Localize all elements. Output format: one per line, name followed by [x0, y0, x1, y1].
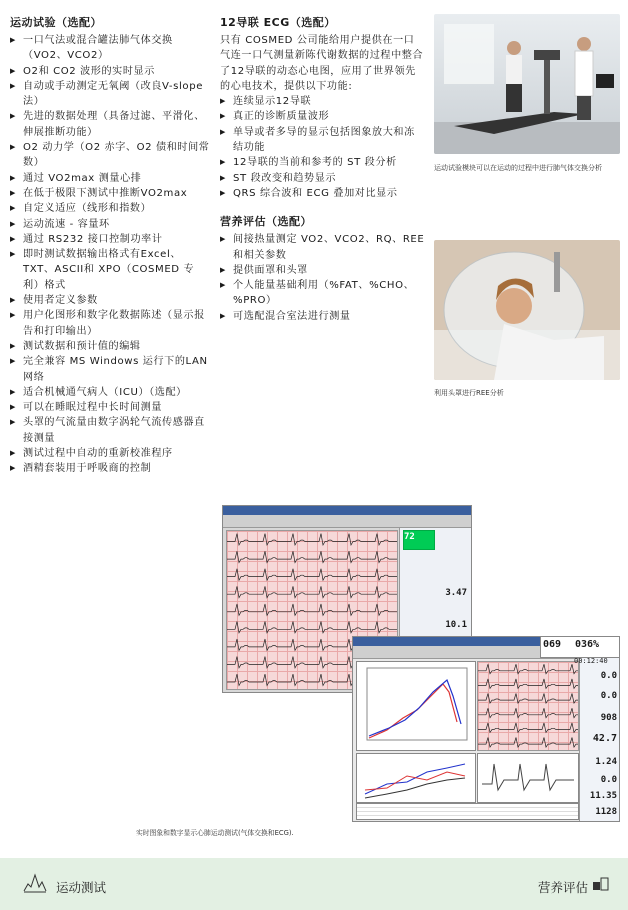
exercise-item: ▶ 先进的数据处理（具备过滤、平滑化、伸展推断功能）: [10, 109, 210, 140]
nutrition-item: ▶ 提供面罩和头罩: [220, 263, 425, 278]
cpet-value-6: 0.0: [600, 775, 617, 785]
treadmill-photo: [434, 14, 620, 154]
exercise-item: ▶ 测试过程中自动的重新校准程序: [10, 446, 210, 461]
cpet-value-7: 11.35: [589, 791, 617, 801]
vo2-plot: [356, 661, 476, 751]
ecg-value-2: 10.1: [445, 620, 467, 630]
footer-nutrition-label: 营养评估: [537, 880, 588, 895]
exercise-item: ▶ O2和 CO2 波形的实时显示: [10, 64, 210, 79]
nutrition-item: ▶ 可选配混合室法进行测量: [220, 309, 425, 324]
ecg-value-1: 3.47: [445, 588, 467, 598]
exercise-item: ▶ 运动流速 - 容量环: [10, 217, 210, 232]
ecg-trace-line: [227, 621, 397, 632]
ecg-trace-line: [227, 534, 397, 545]
exercise-item: ▶ 在低于极限下测试中推断VO2max: [10, 186, 210, 201]
exercise-item: ▶ 即时测试数据输出格式有Excel、TXT、ASCII和 XPO（COSMED 专利）格式: [10, 247, 210, 293]
exercise-item: ▶ 适合机械通气病人（ICU）（选配）: [10, 385, 210, 400]
exercise-item: ▶ 通过 VO2max 测量心排: [10, 171, 210, 186]
data-table: [356, 803, 579, 820]
ecg-trace-line: [478, 664, 578, 674]
ecg-trace-line: [227, 604, 397, 615]
nutrition-item: ▶ 间接热量测定 VO2、VCO2、RQ、REE 和相关参数: [220, 232, 425, 263]
ecg-intro: 只有 COSMED 公司能给用户提供在一口气连一口气测量新陈代谢数据的过程中整合了12导联的动态心电图，应用了世界领先的心电技术，提供以下功能:: [220, 35, 424, 92]
exercise-item: ▶ 测试数据和预计值的编辑: [10, 339, 210, 354]
ecg-trace-line: [478, 679, 578, 689]
ecg-trace-line: [478, 708, 578, 718]
ecg-item: ▶ 单导或者多导的显示包括图象放大和冻结功能: [220, 125, 425, 156]
ecg-section: [220, 14, 425, 324]
exercise-section: [10, 14, 210, 477]
footer-bar: [0, 858, 628, 910]
hood-photo: [434, 240, 620, 380]
trend-plot: [356, 753, 476, 803]
ecg-item: ▶ 连续显示12导联: [220, 94, 425, 109]
hood-caption: 利用头罩进行REE分析: [434, 389, 504, 397]
ecg-heading: 12导联 ECG（选配）: [220, 16, 336, 29]
nutrition-item: ▶ 个人能量基础利用（%FAT、%CHO、%PRO）: [220, 278, 425, 309]
cpet-side-panel: [579, 657, 620, 821]
exercise-item: ▶ 自定义适应（线形和指数）: [10, 201, 210, 216]
cpet-heart-rate: 069: [543, 639, 562, 650]
exercise-wave-icon: [22, 872, 48, 898]
footer-exercise-label: 运动测试: [56, 880, 107, 895]
exercise-item: ▶ 酒精套装用于呼吸商的控制: [10, 461, 210, 476]
nutrition-heading: 营养评估（选配）: [220, 215, 312, 229]
exercise-item: ▶ 用户化图形和数字化数据陈述（显示报告和打印输出）: [10, 308, 210, 339]
screens-caption: 实时图象和数字显示心肺运动测试(气体交换和ECG).: [136, 829, 294, 837]
ecg-trace-line: [478, 723, 578, 733]
cpet-value-2: 0.0: [600, 691, 617, 701]
ecg-item: ▶ ST 段改变和趋势显示: [220, 171, 425, 186]
cpet-time: 00:12:40: [574, 657, 608, 665]
ecg-item: ▶ 12导联的当前和参考的 ST 段分析: [220, 155, 425, 170]
exercise-item: ▶ 使用者定义参数: [10, 293, 210, 308]
exercise-item: ▶ 可以在睡眠过程中长时间测量: [10, 400, 210, 415]
ecg-list: [220, 94, 425, 201]
ecg-trace-line: [227, 551, 397, 562]
exercise-list: [10, 33, 210, 477]
ecg-trace-line: [478, 738, 578, 748]
treadmill-caption: 运动试验模块可以在运动的过程中进行肺气体交换分析: [434, 164, 602, 172]
cpet-value-8: 1128: [595, 807, 617, 817]
heart-rate-value: 72: [404, 532, 415, 542]
ecg-item: ▶ QRS 综合波和 ECG 叠加对比显示: [220, 186, 425, 201]
nutrition-icon: [592, 876, 610, 896]
cpet-value-1: 0.0: [600, 671, 617, 681]
exercise-item: ▶ O2 动力学（O2 赤字、O2 债和时间常数）: [10, 140, 210, 171]
ecg-trace-panel: [477, 661, 579, 751]
ecg-item: ▶ 真正的诊断质量波形: [220, 109, 425, 124]
st-segment-plot: [477, 753, 579, 803]
cpet-value-5: 1.24: [595, 757, 617, 767]
nutrition-list: [220, 232, 425, 324]
exercise-item: ▶ 头罩的气流量由数字涡轮气流传感器直接测量: [10, 415, 210, 446]
exercise-item: ▶ 通过 RS232 接口控制功率计: [10, 232, 210, 247]
cpet-header: [540, 636, 620, 658]
cpet-value-4: 42.7: [592, 733, 617, 744]
exercise-item: ▶ 自动或手动测定无氧阈（改良V-slope 法）: [10, 79, 210, 110]
exercise-item: ▶ 完全兼容 MS Windows 运行下的LAN 网络: [10, 354, 210, 385]
ecg-trace-line: [478, 694, 578, 704]
exercise-heading: 运动试验（选配）: [10, 16, 102, 29]
cpet-spo2: 036%: [575, 639, 600, 650]
cpet-value-3: 908: [600, 713, 617, 723]
exercise-item: ▶ 一口气法或混合罐法肺气体交换（VO2、VCO2）: [10, 33, 210, 64]
ecg-trace-line: [227, 569, 397, 581]
ecg-trace-line: [227, 586, 397, 597]
